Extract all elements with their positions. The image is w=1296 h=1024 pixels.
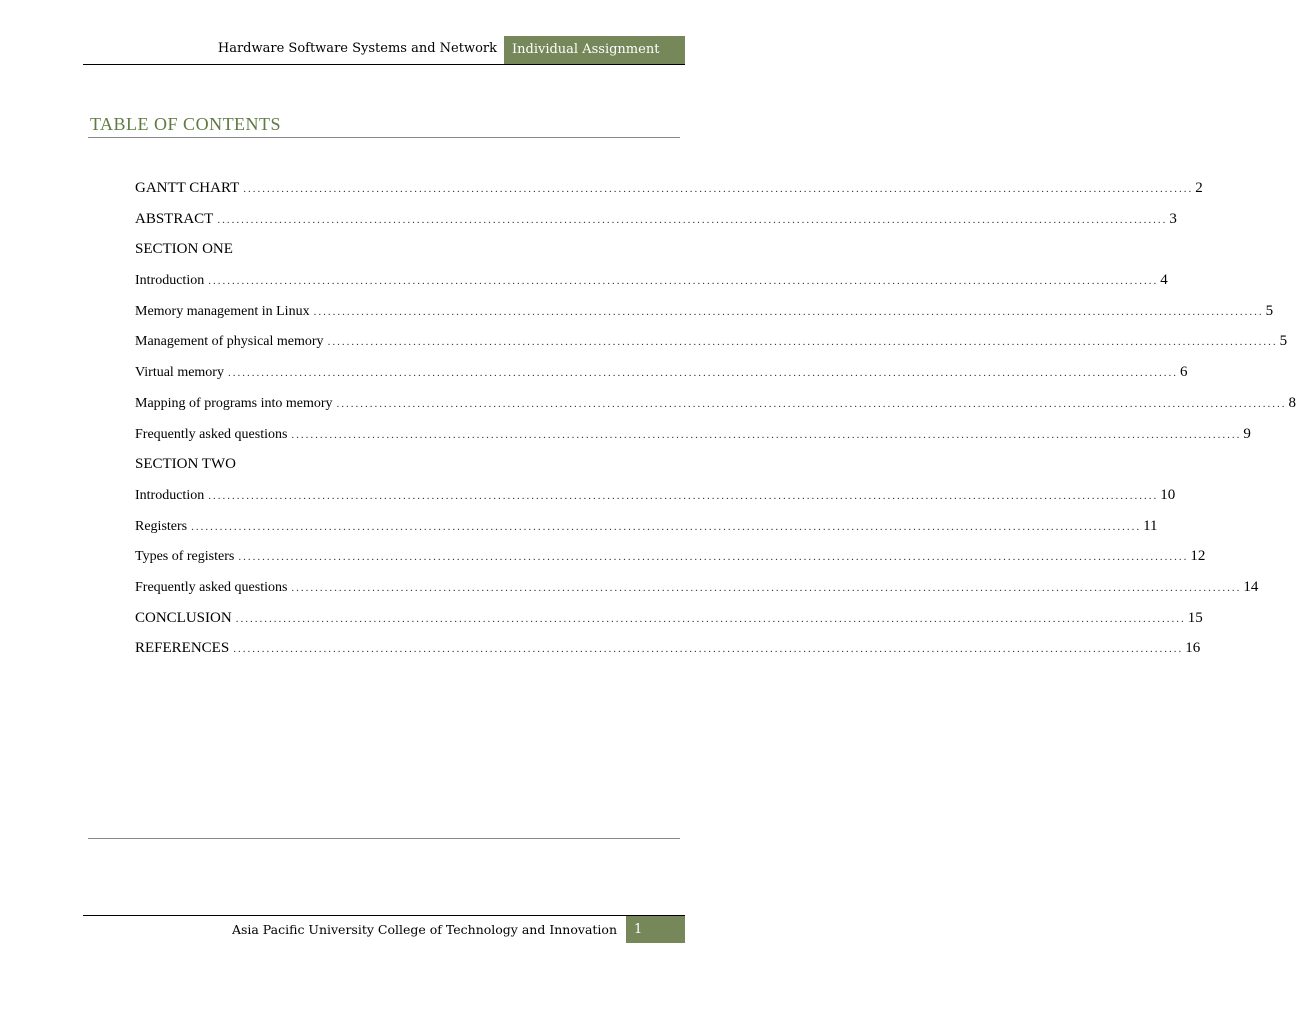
- toc-leader-dots: ........................................................................................................................................................................................................: [291, 428, 1242, 441]
- toc-entry-page: 9: [1243, 425, 1251, 442]
- toc-entry-page: 4: [1160, 272, 1168, 289]
- toc-leader-dots: ........................................................................................................................................................................................................: [243, 183, 1194, 195]
- toc-entry-page: 11: [1143, 517, 1158, 534]
- toc-leader-dots: ........................................................................................................................................................................................................: [233, 643, 1184, 656]
- toc-entry-page: 12: [1190, 548, 1206, 565]
- toc-entry-label: Management of physical memory: [135, 334, 324, 350]
- toc-entry-page: 5: [1265, 302, 1274, 319]
- toc-leader-dots: ........................................................................................................................................................................................................: [227, 367, 1178, 380]
- toc-entry-types-of-registers[interactable]: [135, 548, 1206, 579]
- toc-entry-page: 16: [1185, 640, 1201, 657]
- toc-leader-dots: ........................................................................................................................................................................................................: [336, 397, 1287, 410]
- toc-entry-label: Introduction: [135, 273, 205, 289]
- toc-entry-abstract[interactable]: [135, 210, 1177, 242]
- toc-leader-dots: ........................................................................................................................................................................................................: [291, 581, 1242, 594]
- toc-entry-label: GANTT CHART: [135, 180, 240, 196]
- toc-entry-page: 5: [1279, 333, 1288, 350]
- toc-entry-label: ABSTRACT: [135, 210, 214, 227]
- toc-entry-label: Frequently asked questions: [135, 579, 288, 595]
- toc-entry-references[interactable]: [135, 640, 1201, 671]
- toc-entry-page: 10: [1160, 486, 1176, 503]
- toc-leader-dots: ........................................................................................................................................................................................................: [191, 520, 1142, 533]
- toc-entry-label: Frequently asked questions: [135, 426, 288, 442]
- toc-leader-dots: ........................................................................................................................................................................................................: [217, 213, 1168, 226]
- toc-entry-label: Virtual memory: [135, 365, 224, 381]
- toc-entry-registers[interactable]: [135, 517, 1158, 549]
- page-footer: [83, 915, 685, 943]
- toc-entry-conclusion[interactable]: [135, 609, 1203, 641]
- toc-entry-virtual-memory[interactable]: [135, 364, 1188, 395]
- toc-entry-introduction[interactable]: [135, 272, 1168, 303]
- toc-entry-label: Mapping of programs into memory: [135, 395, 333, 411]
- toc-leader-dots: ........................................................................................................................................................................................................: [313, 305, 1264, 318]
- toc-entry-label: Types of registers: [135, 549, 235, 565]
- toc-entry-label: REFERENCES: [135, 640, 230, 657]
- content-bottom-rule: [88, 838, 680, 839]
- toc-leader-dots: ........................................................................................................................................................................................................: [327, 336, 1278, 349]
- toc-entry-physical-memory[interactable]: [135, 333, 1288, 364]
- toc-entry-label: CONCLUSION: [135, 609, 232, 626]
- toc-entry-memory-management-linux[interactable]: [135, 302, 1274, 334]
- toc-leader-dots: ........................................................................................................................................................................................................: [238, 551, 1189, 564]
- toc-entry-gantt-chart[interactable]: [135, 180, 1203, 211]
- toc-entry-label: Introduction: [135, 487, 205, 503]
- toc-leader-dots: ........................................................................................................................................................................................................: [235, 612, 1186, 625]
- toc-section-one[interactable]: [135, 241, 629, 272]
- footer-institution: Asia Pacific University College of Technology and Innovation: [231, 922, 617, 937]
- toc-entry-page: 2: [1195, 180, 1203, 196]
- toc-list: [135, 180, 1296, 671]
- header-badge: Individual Assignment: [504, 36, 685, 64]
- toc-entry-label: Memory management in Linux: [135, 303, 310, 319]
- toc-leader-dots: ........................................................................................................................................................................................................: [208, 275, 1159, 288]
- toc-entry-label: Registers: [135, 518, 188, 534]
- header-title: Hardware Software Systems and Network: [217, 41, 497, 56]
- toc-leader-dots: ........................................................................................................................................................................................................: [208, 489, 1159, 502]
- toc-section-two[interactable]: [135, 456, 629, 487]
- toc-section-label: SECTION ONE: [135, 241, 233, 258]
- toc-entry-page: 6: [1179, 364, 1188, 381]
- toc-entry-mapping-programs[interactable]: [135, 394, 1296, 426]
- toc-entry-faq-one[interactable]: [135, 425, 1251, 457]
- toc-section-label: SECTION TWO: [135, 456, 236, 473]
- page-header: [83, 36, 685, 65]
- toc-heading: TABLE OF CONTENTS: [90, 114, 282, 134]
- toc-entry-page: 15: [1187, 609, 1203, 626]
- toc-entry-page: 14: [1243, 578, 1259, 595]
- toc-entry-page: 8: [1288, 394, 1296, 411]
- toc-entry-introduction-two[interactable]: [135, 486, 1176, 518]
- toc-entry-page: 3: [1169, 210, 1177, 227]
- toc-heading-rule: [88, 137, 680, 138]
- toc-entry-faq-two[interactable]: [135, 578, 1259, 610]
- page-number-badge: 1: [626, 916, 685, 943]
